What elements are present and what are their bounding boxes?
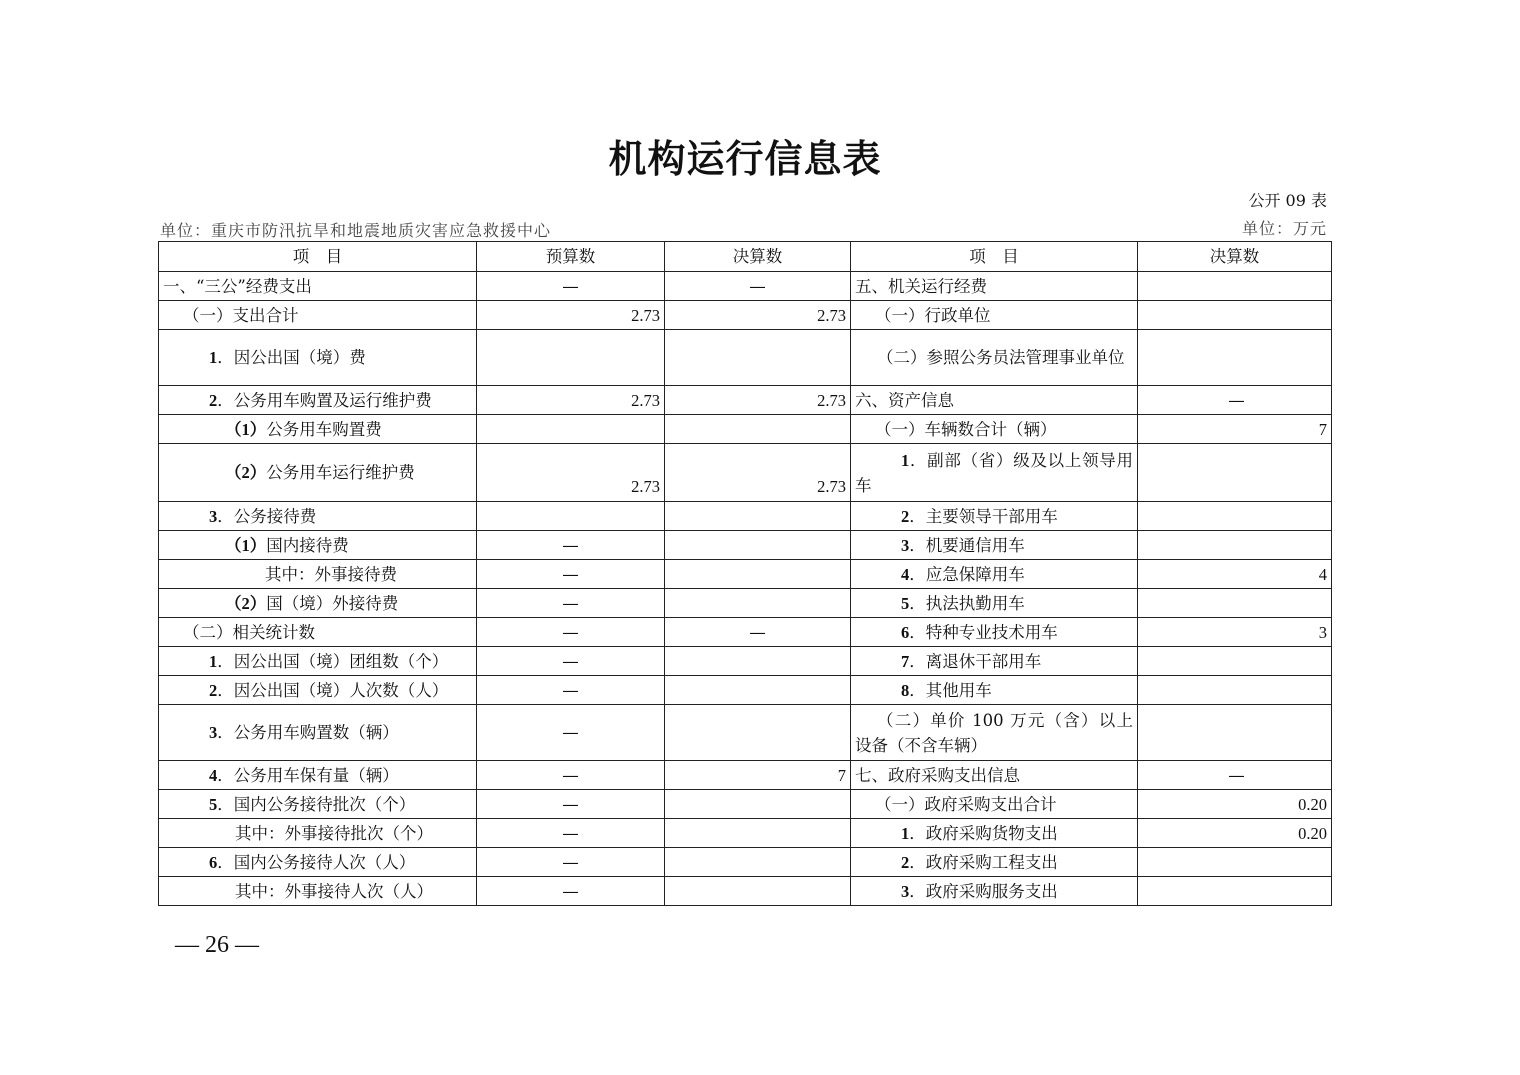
- left-item: 其中：外事接待批次（个）: [159, 819, 477, 848]
- budget-cell: [477, 330, 665, 386]
- table-row: [159, 790, 1332, 819]
- final-cell: [665, 589, 851, 618]
- table-row: [159, 761, 1332, 790]
- right-item: 4．应急保障用车: [851, 560, 1138, 589]
- table-row: [159, 330, 1332, 386]
- header-item: 项 目: [159, 242, 477, 272]
- right-item: （一）车辆数合计（辆）: [851, 415, 1138, 444]
- right-item: 3．政府采购服务支出: [851, 877, 1138, 906]
- left-item: 2．公务用车购置及运行维护费: [159, 386, 477, 415]
- left-item: 其中：外事接待费: [159, 560, 477, 589]
- table-row: [159, 877, 1332, 906]
- final-cell: [665, 877, 851, 906]
- right-value: [1138, 502, 1332, 531]
- right-value: [1138, 647, 1332, 676]
- right-value: 3: [1138, 618, 1332, 647]
- right-value: [1138, 272, 1332, 301]
- form-number: 公开 09 表: [1248, 191, 1327, 210]
- left-item: （1）公务用车购置费: [159, 415, 477, 444]
- right-item: 7．离退休干部用车: [851, 647, 1138, 676]
- table-row: [159, 647, 1332, 676]
- table-row: [159, 386, 1332, 415]
- right-value: 4: [1138, 560, 1332, 589]
- right-item: 6．特种专业技术用车: [851, 618, 1138, 647]
- final-cell: 2.73: [665, 444, 851, 502]
- header-budget: 预算数: [477, 242, 665, 272]
- page-number: — 26 —: [175, 932, 259, 958]
- right-item: 五、机关运行经费: [851, 272, 1138, 301]
- right-item: 1．政府采购货物支出: [851, 819, 1138, 848]
- table-row: [159, 848, 1332, 877]
- left-item: 3．公务接待费: [159, 502, 477, 531]
- budget-cell: 2.73: [477, 386, 665, 415]
- right-item: 5．执法执勤用车: [851, 589, 1138, 618]
- left-item: 1．因公出国（境）团组数（个）: [159, 647, 477, 676]
- budget-cell: —: [477, 819, 665, 848]
- budget-cell: —: [477, 531, 665, 560]
- budget-cell: —: [477, 272, 665, 301]
- right-value: —: [1138, 386, 1332, 415]
- final-cell: [665, 819, 851, 848]
- right-value: [1138, 705, 1332, 761]
- final-cell: 2.73: [665, 386, 851, 415]
- final-cell: [665, 330, 851, 386]
- final-cell: [665, 560, 851, 589]
- budget-cell: —: [477, 761, 665, 790]
- table-row: [159, 502, 1332, 531]
- right-value: [1138, 330, 1332, 386]
- right-item: （二）单价 100 万元（含）以上设备（不含车辆）: [851, 705, 1138, 761]
- left-item: （1）国内接待费: [159, 531, 477, 560]
- right-item: （二）参照公务员法管理事业单位: [851, 330, 1138, 386]
- table-header-row: [159, 242, 1332, 272]
- right-value: [1138, 877, 1332, 906]
- budget-cell: —: [477, 705, 665, 761]
- final-cell: [665, 415, 851, 444]
- final-cell: —: [665, 272, 851, 301]
- final-cell: [665, 647, 851, 676]
- final-cell: [665, 790, 851, 819]
- left-item: 一、“三公”经费支出: [159, 272, 477, 301]
- table-row: [159, 819, 1332, 848]
- right-value: [1138, 531, 1332, 560]
- header-final-right: 决算数: [1138, 242, 1332, 272]
- budget-cell: [477, 502, 665, 531]
- right-item: 3．机要通信用车: [851, 531, 1138, 560]
- right-item: 七、政府采购支出信息: [851, 761, 1138, 790]
- table-row: [159, 705, 1332, 761]
- budget-cell: —: [477, 877, 665, 906]
- budget-cell: [477, 415, 665, 444]
- right-item: 六、资产信息: [851, 386, 1138, 415]
- budget-cell: —: [477, 676, 665, 705]
- budget-cell: —: [477, 647, 665, 676]
- info-table: [158, 241, 1332, 906]
- final-cell: 7: [665, 761, 851, 790]
- right-value: [1138, 676, 1332, 705]
- right-item: 2．政府采购工程支出: [851, 848, 1138, 877]
- final-cell: [665, 848, 851, 877]
- table-row: [159, 444, 1332, 502]
- right-item: 1．副部（省）级及以上领导用车: [851, 444, 1138, 502]
- left-item: 1．因公出国（境）费: [159, 330, 477, 386]
- left-item: （2）国（境）外接待费: [159, 589, 477, 618]
- final-cell: [665, 502, 851, 531]
- right-item: （一）行政单位: [851, 301, 1138, 330]
- organization-unit: 单位：重庆市防汛抗旱和地震地质灾害应急救援中心: [160, 221, 552, 240]
- left-item: 6．国内公务接待人次（人）: [159, 848, 477, 877]
- left-item: 其中：外事接待人次（人）: [159, 877, 477, 906]
- left-item: 4．公务用车保有量（辆）: [159, 761, 477, 790]
- table-row: [159, 272, 1332, 301]
- left-item: 5．国内公务接待批次（个）: [159, 790, 477, 819]
- right-value: 0.20: [1138, 790, 1332, 819]
- left-item: （二）相关统计数: [159, 618, 477, 647]
- final-cell: 2.73: [665, 301, 851, 330]
- table-row: [159, 301, 1332, 330]
- final-cell: [665, 531, 851, 560]
- left-item: （一）支出合计: [159, 301, 477, 330]
- right-value: 7: [1138, 415, 1332, 444]
- right-value: [1138, 301, 1332, 330]
- budget-cell: —: [477, 618, 665, 647]
- final-cell: —: [665, 618, 851, 647]
- budget-cell: 2.73: [477, 444, 665, 502]
- left-item: （2）公务用车运行维护费: [159, 444, 477, 502]
- table-row: [159, 676, 1332, 705]
- budget-cell: 2.73: [477, 301, 665, 330]
- right-value: —: [1138, 761, 1332, 790]
- budget-cell: —: [477, 560, 665, 589]
- table-row: [159, 560, 1332, 589]
- right-item: 8．其他用车: [851, 676, 1138, 705]
- right-item: （一）政府采购支出合计: [851, 790, 1138, 819]
- table-row: [159, 531, 1332, 560]
- right-value: [1138, 589, 1332, 618]
- left-item: 3．公务用车购置数（辆）: [159, 705, 477, 761]
- currency-unit: 单位：万元: [1241, 219, 1327, 238]
- page-title: 机构运行信息表: [608, 136, 882, 181]
- final-cell: [665, 705, 851, 761]
- budget-cell: —: [477, 790, 665, 819]
- header-final: 决算数: [665, 242, 851, 272]
- table-row: [159, 589, 1332, 618]
- header-item-right: 项 目: [851, 242, 1138, 272]
- right-value: [1138, 444, 1332, 502]
- right-item: 2．主要领导干部用车: [851, 502, 1138, 531]
- table-row: [159, 415, 1332, 444]
- right-value: [1138, 848, 1332, 877]
- budget-cell: —: [477, 848, 665, 877]
- left-item: 2．因公出国（境）人次数（人）: [159, 676, 477, 705]
- right-value: 0.20: [1138, 819, 1332, 848]
- table-row: [159, 618, 1332, 647]
- budget-cell: —: [477, 589, 665, 618]
- final-cell: [665, 676, 851, 705]
